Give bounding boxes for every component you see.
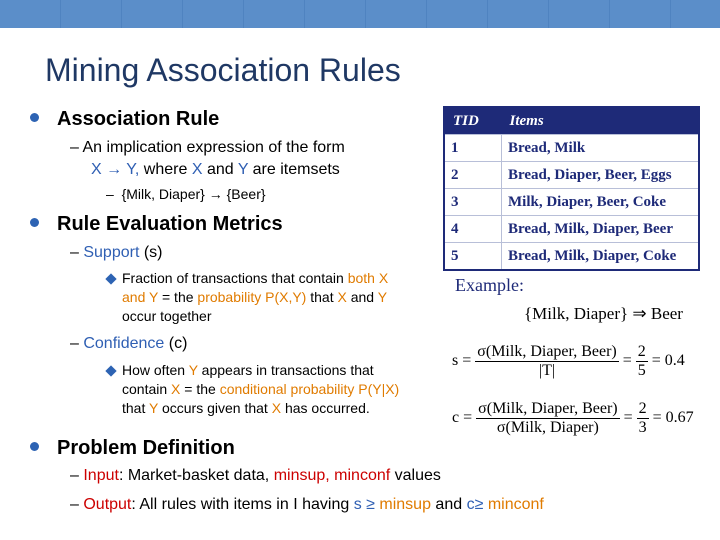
table-row [444,243,699,271]
cell-items: Bread, Milk, Diaper, Beer [502,216,700,243]
header-items: Items [502,107,700,135]
support-description: Fraction of transactions that contain both X and Y = the probability P(X,Y) that X and Y occur together [122,270,389,324]
support-formula: s = $\frac{\text{σ(Milk, Diaper, Beer)}}{|T|}$ = $\frac{2}{5}$ = 0.4 [452,343,685,379]
bullet-dot-icon [30,442,39,451]
cell-tid: 2 [444,162,502,189]
sub-implication-line2: X → Y, where X and Y are itemsets [91,161,340,178]
table-row [444,216,699,243]
bullet-association-rule: Association Rule [30,108,219,131]
confidence-description: How often Y appears in transactions that contain X = the conditional probability P(Y|X) that Y occurs given that X has occurred. [122,362,400,416]
bullet-rule-evaluation-metrics: Rule Evaluation Metrics [30,213,283,236]
bullet-problem-definition: Problem Definition [30,437,235,460]
cell-tid: 4 [444,216,502,243]
cell-items: Bread, Diaper, Beer, Eggs [502,162,700,189]
problem-input: – Input: Market-basket data, minsup, minconf values [70,467,441,484]
top-banner [0,0,720,28]
cell-items: Bread, Milk, Diaper, Coke [502,243,700,271]
sub-implication: – An implication expression of the form [70,139,345,156]
example-label: Example: [455,275,524,295]
table-row [444,162,699,189]
cell-tid: 5 [444,243,502,271]
sub-example-rule: – {Milk, Diaper} → {Beer} [106,186,266,202]
table-header-row [444,107,699,135]
confidence-formula: c = $\frac{\text{σ(Milk, Diaper, Beer)}}{\text{σ(Milk, Diaper)}}$ = $\frac{2}{3}$ = 0.67 [452,400,694,436]
problem-output: – Output: All rules with items in I having s ≥ minsup and c≥ minconf [70,496,544,513]
diamond-bullet-icon [105,365,116,376]
header-tid: TID [444,107,502,135]
table-row [444,135,699,162]
cell-items: Bread, Milk [502,135,700,162]
slide-title: Mining Association Rules [45,52,401,88]
confidence-heading: – Confidence (c) [70,335,188,352]
diamond-bullet-icon [105,273,116,284]
transactions-table [443,106,700,271]
table-row [444,189,699,216]
support-heading: – Support (s) [70,244,163,261]
bullet-dot-icon [30,218,39,227]
cell-tid: 1 [444,135,502,162]
cell-tid: 3 [444,189,502,216]
example-rule: {Milk, Diaper} ⇒ Beer [524,304,683,323]
cell-items: Milk, Diaper, Beer, Coke [502,189,700,216]
bullet-dot-icon [30,113,39,122]
